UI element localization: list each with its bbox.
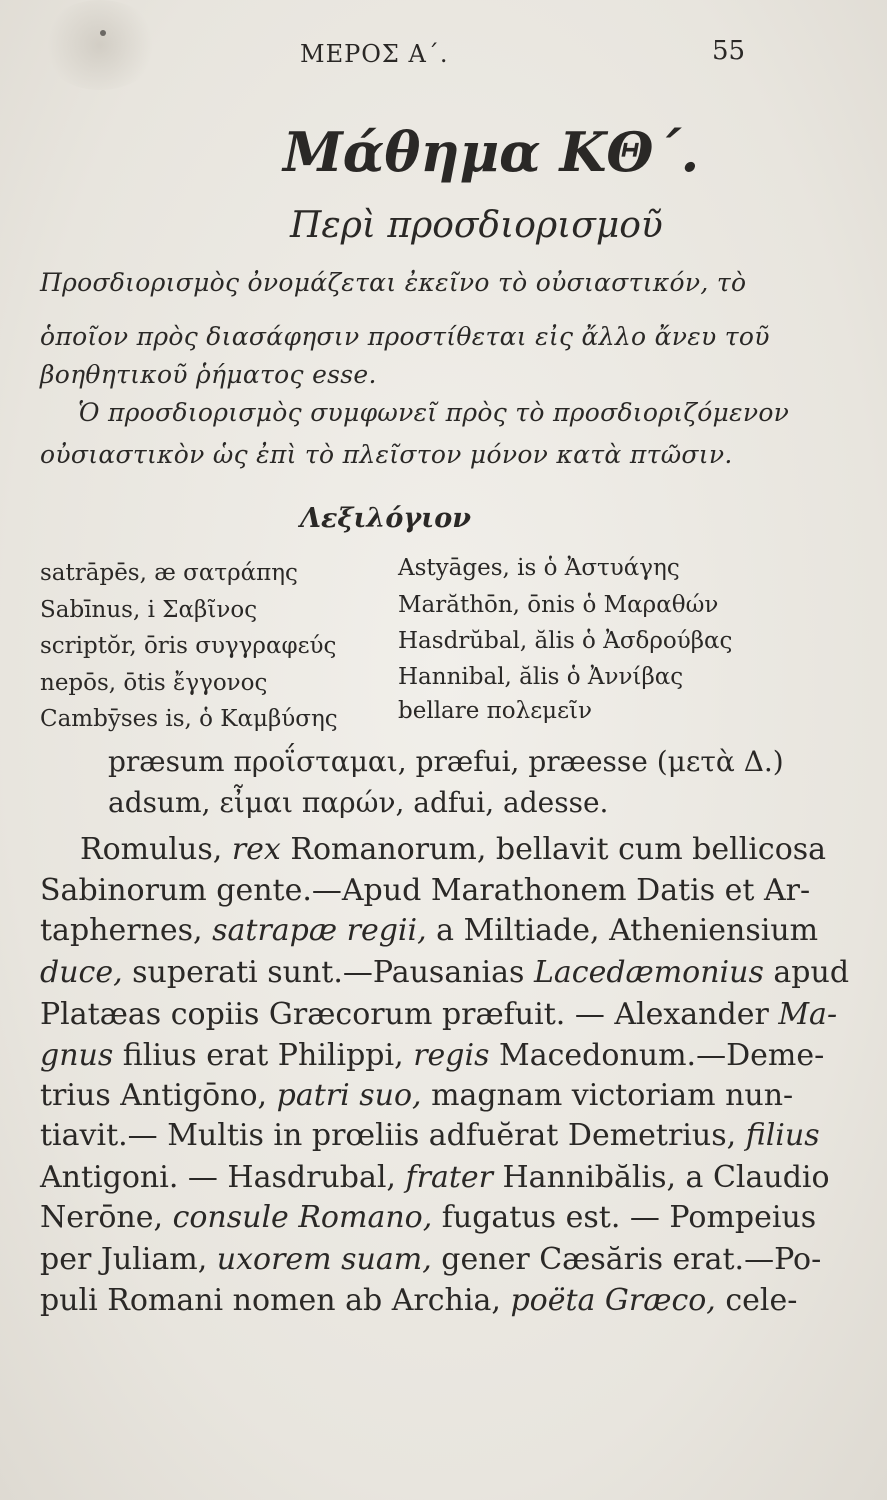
intro-line: Προσδιορισμὸς ὀνομάζεται ἐκεῖνο τὸ οὐσιαστικόν, τὸ xyxy=(40,268,747,297)
text-run: Romulus, xyxy=(80,832,232,867)
latin-line xyxy=(40,955,849,990)
vocab-entry: nepōs, ōtis ἔγγονος xyxy=(40,670,268,696)
verb-line: præsum προΐσταμαι, præfui, præesse (μετὰ Δ.) xyxy=(108,745,784,778)
intro-line: βοηθητικοῦ ῥήματος esse. xyxy=(40,360,377,389)
latin-line xyxy=(40,873,810,908)
latin-line xyxy=(40,1078,793,1113)
italic-phrase: uxorem suam, xyxy=(216,1242,432,1277)
vocab-entry: scriptŏr, ōris συγγραφεύς xyxy=(40,633,337,659)
italic-phrase: filius xyxy=(745,1118,820,1153)
italic-phrase: consule Romano, xyxy=(172,1200,433,1235)
intro-line: Ὁ προσδιορισμὸς συμφωνεῖ πρὸς τὸ προσδιοριζόμενον xyxy=(78,398,790,427)
italic-phrase: duce, xyxy=(40,955,123,990)
latin-line xyxy=(40,1283,797,1318)
paper-stain xyxy=(40,0,160,90)
running-head: ΜΕΡΟΣ Α΄. xyxy=(300,40,449,68)
text-run: taphernes, xyxy=(40,913,213,948)
text-run: trius Antigōno, xyxy=(40,1078,277,1113)
ink-dot xyxy=(100,30,106,36)
text-run: puli Romani nomen ab Archia, xyxy=(40,1283,511,1318)
text-run: Romanorum, bellavit cum bellicosa xyxy=(280,832,827,867)
vocab-entry: Sabīnus, i Σαβῖνος xyxy=(40,597,258,623)
text-run: gener Cæsăris erat.—Po- xyxy=(431,1242,822,1277)
intro-line: οὐσιαστικὸν ὡς ἐπὶ τὸ πλεῖστον μόνον κατὰ πτῶσιν. xyxy=(40,440,733,469)
italic-phrase: frater xyxy=(405,1160,493,1195)
vocab-entry: Cambȳses is, ὁ Καμβύσης xyxy=(40,706,338,732)
italic-phrase: Lacedæmonius xyxy=(533,955,764,990)
text-run: apud xyxy=(763,955,850,990)
latin-line xyxy=(40,1118,820,1153)
latin-line xyxy=(40,997,837,1032)
text-run: magnam victoriam nun- xyxy=(421,1078,794,1113)
text-run: tiavit.— Multis in prœliis adfuĕrat Demetrius, xyxy=(40,1118,746,1153)
latin-line xyxy=(40,1200,816,1235)
vocab-entry: bellare πολεμεῖν xyxy=(398,698,592,724)
vocab-entry: Astyāges, is ὁ Ἀστυάγης xyxy=(398,555,680,581)
vocab-entry: satrāpēs, æ σατράπης xyxy=(40,560,298,586)
intro-line: ὁποῖον πρὸς διασάφησιν προστίθεται εἰς ἄλλο ἄνευ τοῦ xyxy=(40,322,770,351)
italic-phrase: patri suo, xyxy=(276,1078,422,1113)
italic-phrase: gnus xyxy=(40,1038,114,1073)
latin-line xyxy=(40,1160,830,1195)
verb-line: adsum, εἶμαι παρών, adfui, adesse. xyxy=(108,786,609,819)
text-run: Nerōne, xyxy=(40,1200,173,1235)
text-run: Hannibălis, a Claudio xyxy=(492,1160,830,1195)
text-run: per Juliam, xyxy=(40,1242,217,1277)
text-run: filius erat Philippi, xyxy=(113,1038,414,1073)
latin-line xyxy=(80,832,826,867)
italic-phrase: regis xyxy=(413,1038,490,1073)
vocab-entry: Marăthōn, ōnis ὁ Μαραθών xyxy=(398,592,719,618)
text-run: superati sunt.—Pausanias xyxy=(122,955,534,990)
lesson-title: Μάθημα ΚΘ΄. xyxy=(283,120,700,184)
latin-line xyxy=(40,1242,821,1277)
text-run: a Miltiade, Atheniensium xyxy=(426,913,819,948)
section-title: Περὶ προσδιορισμοῦ xyxy=(290,205,663,246)
text-run: Platæas copiis Græcorum præfuit. — Alexander xyxy=(40,997,779,1032)
italic-phrase: rex xyxy=(231,832,281,867)
text-run: Sabinorum gente.—Apud Marathonem Datis et Ar- xyxy=(40,873,811,908)
text-run: Macedonum.—Deme- xyxy=(489,1038,825,1073)
vocabulary-heading: Λεξιλόγιον xyxy=(300,503,471,534)
text-run: fugatus est. — Pompeius xyxy=(432,1200,817,1235)
text-run: cele- xyxy=(715,1283,798,1318)
italic-phrase: satrapæ regii, xyxy=(212,913,427,948)
vocab-entry: Hannibal, ălis ὁ Ἀννίβας xyxy=(398,664,684,690)
text-run: Antigoni. — Hasdrubal, xyxy=(40,1160,406,1195)
page-number: 55 xyxy=(712,36,746,66)
italic-phrase: Ma- xyxy=(778,997,838,1032)
latin-line xyxy=(40,913,818,948)
latin-line xyxy=(40,1038,824,1073)
vocab-entry: Hasdrŭbal, ălis ὁ Ἀσδρούβας xyxy=(398,628,733,654)
italic-phrase: poëta Græco, xyxy=(510,1283,716,1318)
